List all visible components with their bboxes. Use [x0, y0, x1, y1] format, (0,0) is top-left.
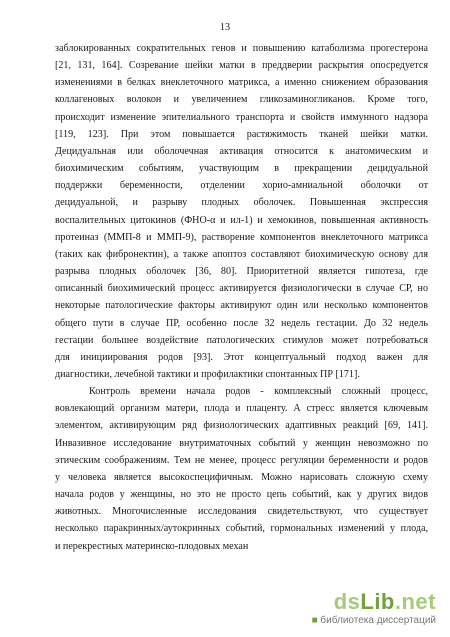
text-line: начала родов у женщины, но это не просто цепь событий, как у других видов: [55, 489, 428, 501]
text-line: децидуальной, и разрыву плодных оболочек. Повышенная экспрессия: [55, 197, 428, 209]
body-text: [55, 40, 428, 555]
text-line: заблокированных сократительных генов и повышению катаболизма прогестерона: [55, 43, 428, 54]
text-line: коллагеновых волокон и увеличением гликозаминогликанов. Кроме того,: [55, 94, 428, 106]
text-line: и перекрестных материнско-плодовых механ: [55, 540, 249, 552]
text-line: диагностики, лечебной тактики и профилактики спонтанных ПР [171].: [55, 368, 360, 380]
text-line: изменениями в белках внеклеточного матрикса, а именно снижением образования: [55, 77, 428, 89]
text-line: происходит изменение эпителиального транспорта и свойств иммунного надзора: [55, 111, 428, 123]
text-line: Децидуальная или оболочечная активация относится к анатомическим и: [55, 145, 428, 157]
text-line: воспалительных цитокинов (ФНО-α и ил-1) и хемокинов, повышенная активность: [55, 214, 428, 226]
text-line: несколько паракринных/аутокринных событий, гормональных изменений у плода,: [55, 523, 428, 535]
text-line: описанный биохимический процесс активируется физиологически в случае СР, но: [55, 283, 428, 295]
text-line: вовлекающий организм матери, плода и плаценту. А стресс является ключевым: [55, 403, 428, 415]
text-line: общего пути в случае ПР, особенно после 32 недель гестации. До 32 недель: [55, 317, 428, 329]
watermark-subtitle: ■ библиотека диссертаций: [311, 615, 436, 626]
text-line: элементом, активирующим ряд физиологических адаптивных реакций [69, 141].: [55, 420, 428, 432]
text-line: разрыва плодных оболочек [36, 80]. Приоритетной является гипотеза, где: [55, 266, 428, 278]
dslib-logo: dsLib.net: [333, 589, 436, 614]
text-line: для инициирования родов [93]. Этот концептуальный подход важен для: [55, 351, 428, 363]
page-number: 13: [220, 22, 230, 33]
text-line: некоторые патологические факторы активируют один или несколько компонентов: [55, 300, 428, 312]
text-line: [119, 123]. При этом повышается растяжимость тканей шейки матки.: [55, 128, 428, 140]
text-line: поддержки беременности, отделении хорио-амниальной оболочки от: [55, 180, 428, 192]
text-line: [21, 131, 164]. Созревание шейки матки в преддверии раскрытия опосредуется: [55, 60, 428, 72]
text-line: гестации большее воздействие патологических стимулов может потребоваться: [55, 334, 428, 346]
text-line: этическим соображениям. Тем не менее, процесс регуляции беременности и родов: [55, 454, 428, 466]
text-line: Контроль времени начала родов - комплексный сложный процесс,: [89, 386, 428, 398]
text-line: биохимическим событиям, участвующим в прекращении децидуальной: [55, 163, 428, 175]
text-line: (таких как фибронектин), а также апоптоз составляют биохимическую основу для: [55, 248, 428, 260]
text-line: протеиназ (ММП-8 и ММП-9), растворение компонентов внеклеточного матрикса: [55, 231, 428, 243]
text-line: животных. Многочисленные исследования свидетельствуют, что существует: [55, 506, 428, 518]
dslib-watermark[interactable]: [290, 589, 440, 629]
text-line: Инвазивное исследование внутриматочных событий у женщин невозможно по: [55, 437, 428, 449]
text-line: у человека является высокоспецифичным. Можно нарисовать сложную схему: [55, 471, 428, 483]
